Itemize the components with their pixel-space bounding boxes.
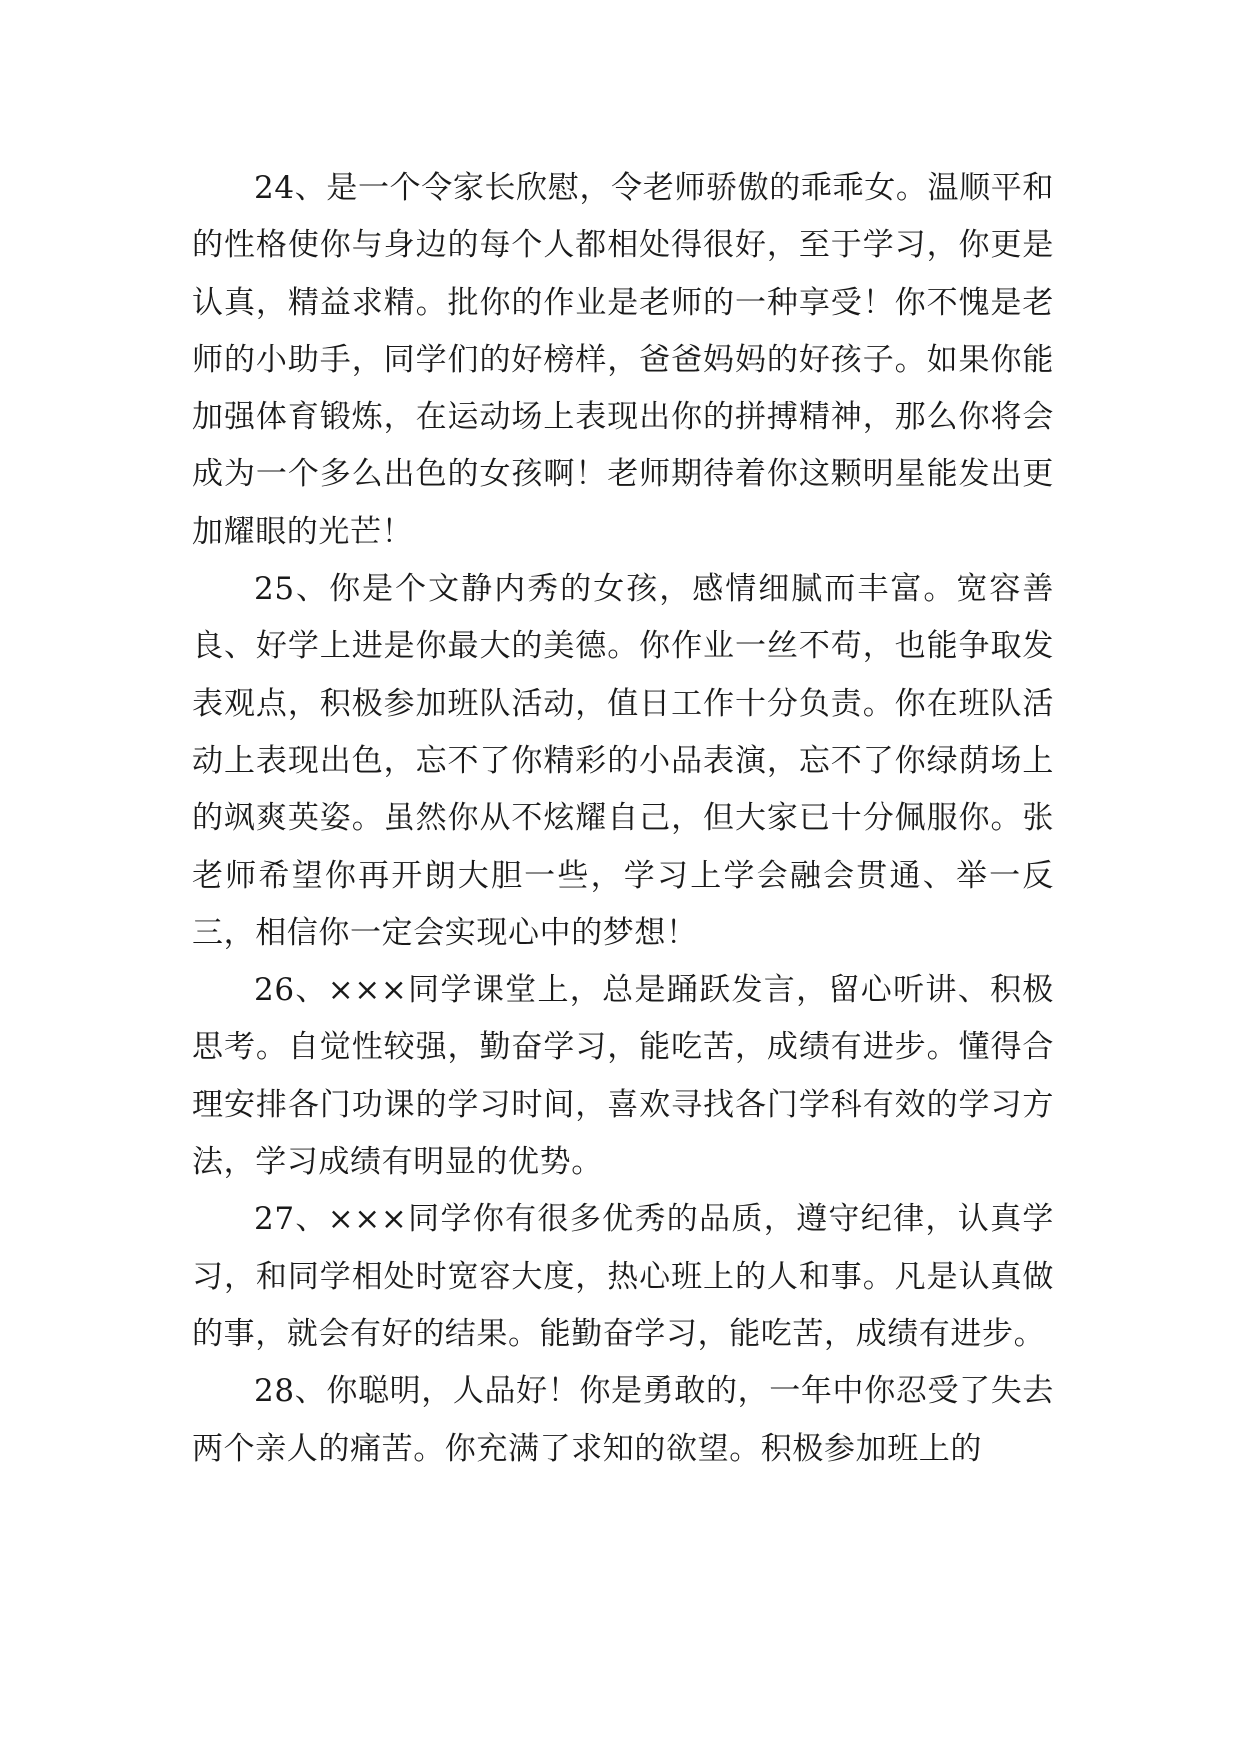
paragraph-28: 28、你聪明，人品好！你是勇敢的，一年中你忍受了失去两个亲人的痛苦。你充满了求知的欲望。积极参加班上的 [192, 1373, 1054, 1467]
paragraph-24: 24、是一个令家长欣慰，令老师骄傲的乖乖女。温顺平和的性格使你与身边的每个人都相处得很好，至于学习，你更是认真，精益求精。批你的作业是老师的一种享受！你不愧是老师的小助手，同学们的好榜样，爸爸妈妈的好孩子。如果你能加强体育锻炼，在运动场上表现出你的拼搏精神，那么你将会成为一个多么出色的女孩啊！老师期待着你这颗明星能发出更加耀眼的光芒！ [192, 170, 1054, 550]
paragraph-25: 25、你是个文静内秀的女孩，感情细腻而丰富。宽容善良、好学上进是你最大的美德。你作业一丝不苟，也能争取发表观点，积极参加班队活动，值日工作十分负责。你在班队活动上表现出色，忘不了你精彩的小品表演，忘不了你绿荫场上的飒爽英姿。虽然你从不炫耀自己，但大家已十分佩服你。张老师希望你再开朗大胆一些，学习上学会融会贯通、举一反三，相信你一定会实现心中的梦想！ [192, 571, 1054, 951]
document-body [192, 160, 1054, 1478]
paragraph-27: 27、×××同学你有很多优秀的品质，遵守纪律，认真学习，和同学相处时宽容大度，热心班上的人和事。凡是认真做的事，就会有好的结果。能勤奋学习，能吃苦，成绩有进步。 [192, 1201, 1054, 1352]
paragraph-26: 26、×××同学课堂上，总是踊跃发言，留心听讲、积极思考。自觉性较强，勤奋学习，能吃苦，成绩有进步。懂得合理安排各门功课的学习时间，喜欢寻找各门学科有效的学习方法，学习成绩有明显的优势。 [192, 972, 1054, 1181]
